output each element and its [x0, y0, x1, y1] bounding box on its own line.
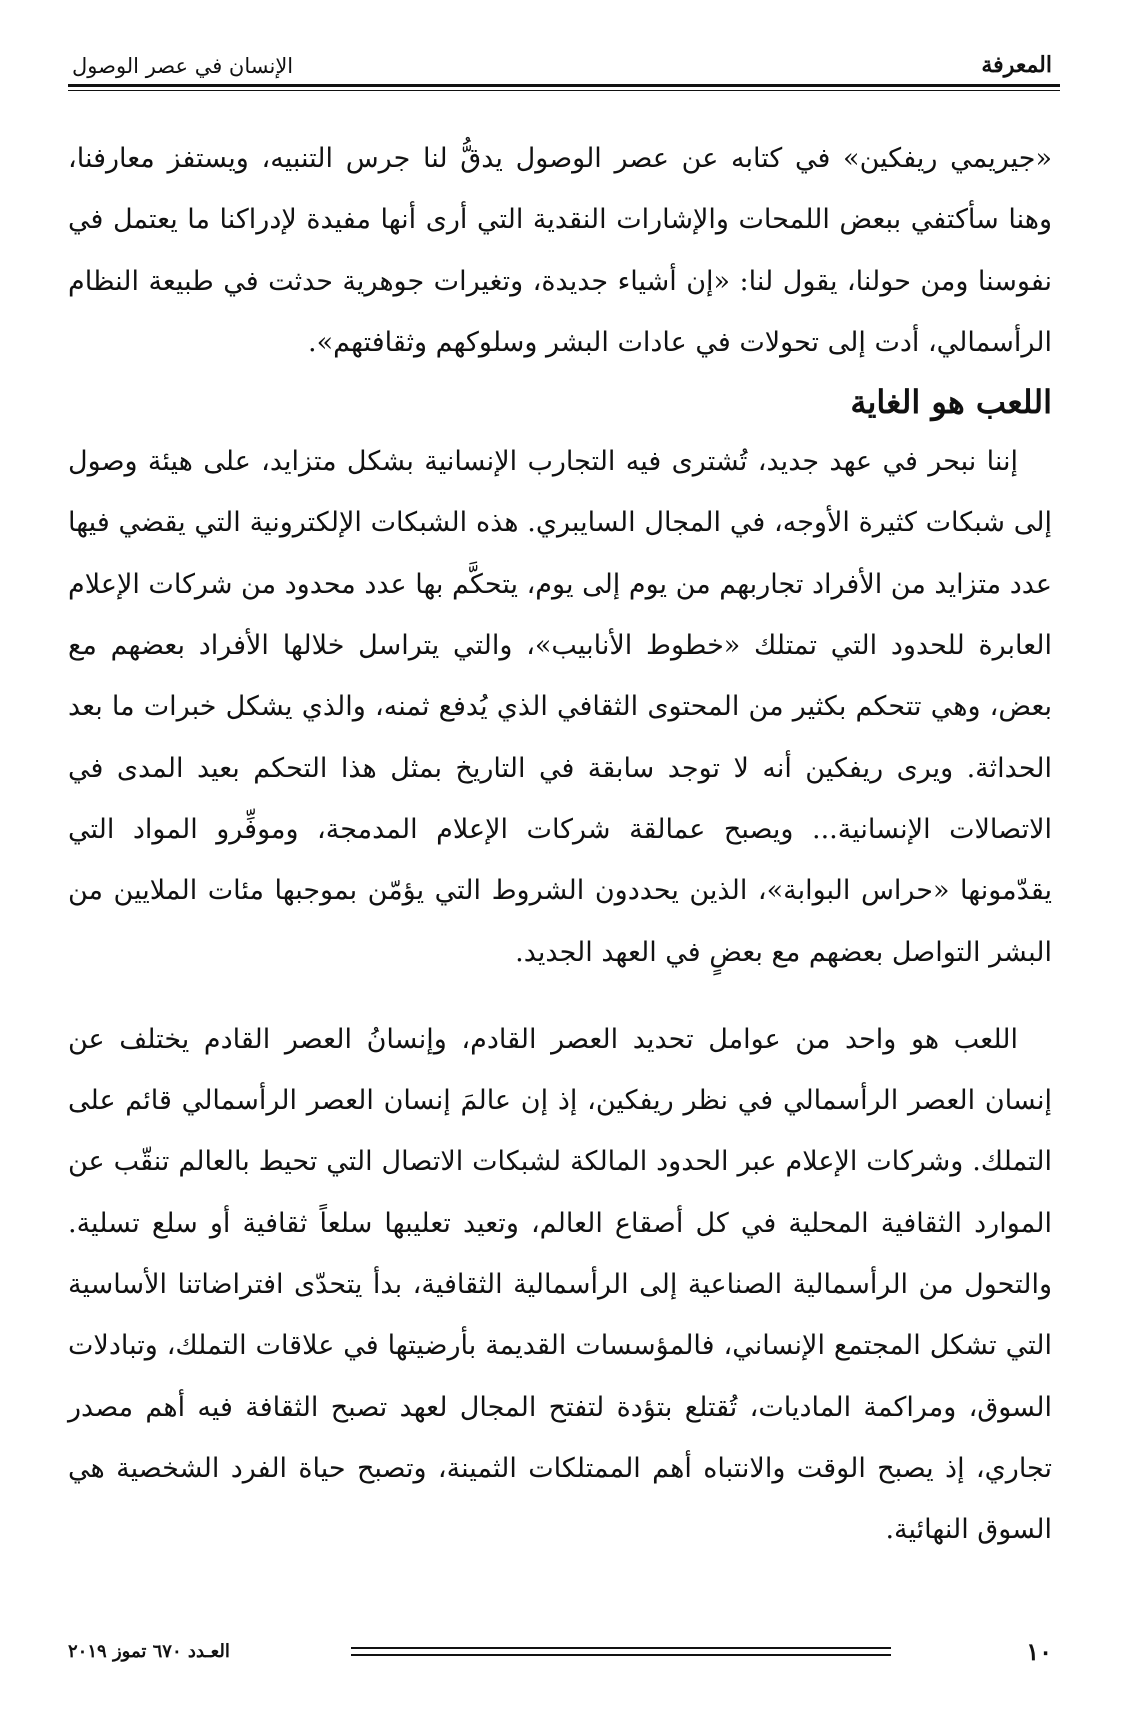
footer-rule: [351, 1647, 891, 1656]
journal-logo: المعرفة: [981, 52, 1052, 78]
header-rule-thin: [68, 90, 1060, 91]
page-number: ١٠: [1026, 1636, 1052, 1666]
article-title: الإنسان في عصر الوصول: [72, 54, 294, 78]
article-body: [68, 128, 1052, 1561]
page-footer: [68, 1636, 1052, 1666]
section-heading: اللعب هو الغاية: [850, 383, 1052, 422]
body-paragraph-1: إننا نبحر في عهد جديد، تُشترى فيه التجارب الإنسانية بشكل متزايد، على هيئة وصول إلى شبكات كثيرة الأوجه، في المجال السايبري. هذه الشبكات الإلكترونية التي يقضي فيها عدد متزايد من الأفراد تجاربهم من يوم إلى يوم، يتحكَّم بها عدد محدود من شركات الإعلام العابرة للحدود التي تمتلك «خطوط الأنابيب»، والتي يتراسل خلالها الأفراد بعضهم مع بعض، وهي تتحكم بكثير من المحتوى الثقافي الذي يُدفع ثمنه، والذي يشكل خبرات ما بعد الحداثة. ويرى ريفكين أنه لا توجد سابقة في التاريخ بمثل هذا التحكم بعيد المدى في الاتصالات الإنسانية... ويصبح عمالقة شركات الإعلام المدمجة، وموفِّرو المواد التي يقدّمونها «حراس البوابة»، الذين يحددون الشروط التي يؤمّن بموجبها مئات الملايين من البشر التواصل بعضهم مع بعضٍ في العهد الجديد.: [68, 446, 1052, 968]
intro-paragraph: «جيريمي ريفكين» في كتابه عن عصر الوصول يدقُّ لنا جرس التنبيه، ويستفز معارفنا، وهنا سأكتفي ببعض اللمحات والإشارات النقدية التي أرى أنها مفيدة لإدراكنا ما يعتمل في نفوسنا ومن حولنا، يقول لنا: «إن أشياء جديدة، وتغيرات جوهرية حدثت في طبيعة النظام الرأسمالي، أدت إلى تحولات في عادات البشر وسلوكهم وثقافتهم».: [68, 143, 1052, 358]
running-header: [72, 38, 1052, 78]
issue-info: العـدد ٦٧٠ تموز ٢٠١٩: [68, 1640, 230, 1662]
paragraph-gap: [68, 983, 1052, 1009]
header-rule-thick: [68, 84, 1060, 87]
body-paragraph-2: اللعب هو واحد من عوامل تحديد العصر القادم، وإنسانُ العصر القادم يختلف عن إنسان العصر الرأسمالي في نظر ريفكين، إذ إن عالمَ إنسان العصر الرأسمالي قائم على التملك. وشركات الإعلام عبر الحدود المالكة لشبكات الاتصال التي تحيط بالعالم تنقّب عن الموارد الثقافية المحلية في كل أصقاع العالم، وتعيد تعليبها سلعاً ثقافية أو سلع تسلية. والتحول من الرأسمالية الصناعية إلى الرأسمالية الثقافية، بدأ يتحدّى افتراضاتنا الأساسية التي تشكل المجتمع الإنساني، فالمؤسسات القديمة بأرضيتها في علاقات التملك، وتبادلات السوق، ومراكمة الماديات، تُقتلع بتؤدة لتفتح المجال لعهد تصبح الثقافة فيه أهم مصدر تجاري، إذ يصبح الوقت والانتباه أهم الممتلكات الثمينة، وتصبح حياة الفرد الشخصية هي السوق النهائية.: [68, 1023, 1052, 1546]
